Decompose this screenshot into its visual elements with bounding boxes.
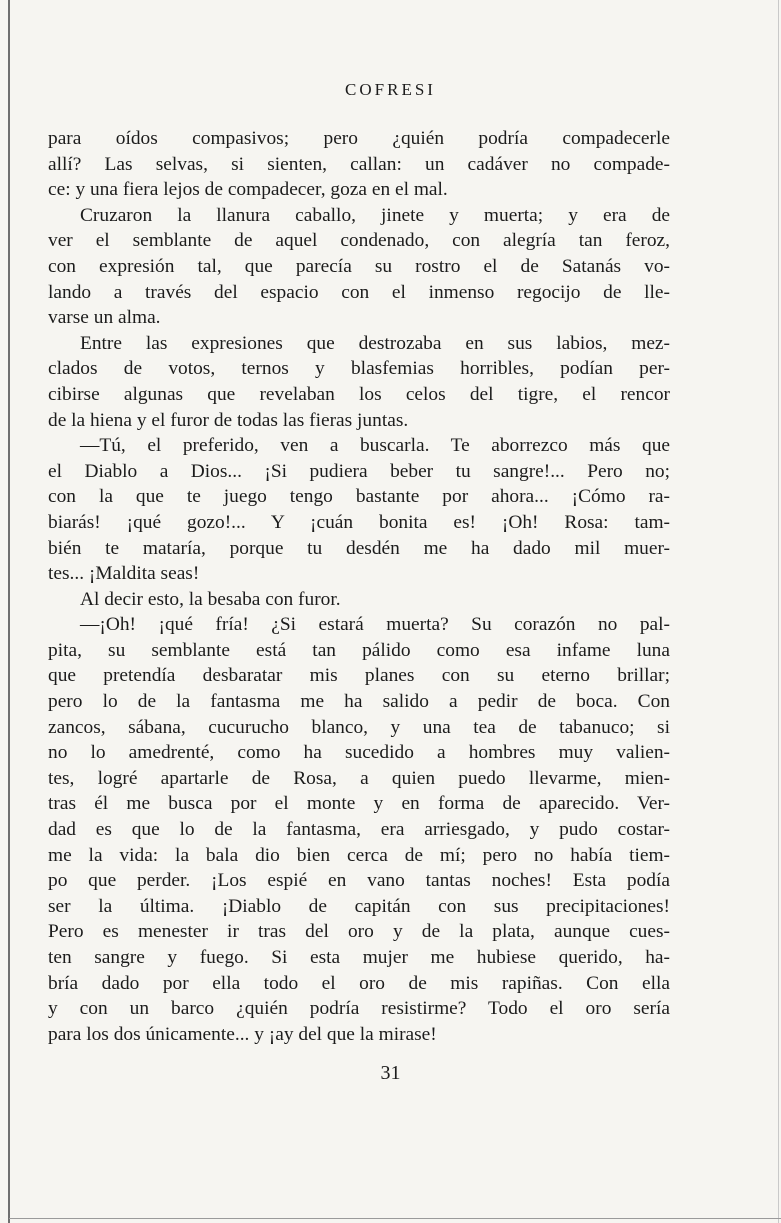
text-line: para oídos compasivos; pero ¿quién podría compadecerle	[48, 128, 670, 149]
text-line: pita, su semblante está tan pálido como esa infame luna	[48, 639, 670, 661]
text-line: po que perder. ¡Los espié en vano tantas noches! Esta podía	[48, 870, 670, 892]
text-line: —¡Oh! ¡qué fría! ¿Si estará muerta? Su corazón no pal-	[80, 614, 670, 636]
text-line: ten sangre y fuego. Si esta mujer me hubiese querido, ha-	[48, 947, 670, 968]
text-line: cibirse algunas que revelaban los celos del tigre, el rencor	[48, 383, 670, 405]
text-line: —Tú, el preferido, ven a buscarla. Te aborrezco más que	[80, 435, 670, 457]
text-line: zancos, sábana, cucurucho blanco, y una tea de tabanuco; si	[48, 716, 670, 738]
text-line: de la hiena y el furor de todas las fieras juntas.	[48, 409, 409, 431]
text-line: dad es que lo de la fantasma, era arriesgado, y pudo costar-	[48, 819, 670, 841]
text-line: y con un barco ¿quién podría resistirme? Todo el oro sería	[48, 998, 670, 1020]
body-text	[48, 126, 670, 1047]
text-line: clados de votos, ternos y blasfemias horribles, podían per-	[48, 358, 670, 380]
text-line: que pretendía desbaratar mis planes con su eterno brillar;	[48, 665, 670, 687]
text-line: bién te mataría, porque tu desdén me ha dado mil muer-	[48, 537, 670, 559]
text-line: bría dado por ella todo el oro de mis rapiñas. Con ella	[48, 972, 670, 994]
text-line: ser la última. ¡Diablo de capitán con sus precipitaciones!	[48, 895, 670, 917]
running-header: COFRESI	[345, 80, 436, 99]
text-line: el Diablo a Dios... ¡Si pudiera beber tu sangre!... Pero no;	[48, 460, 670, 482]
text-line: con expresión tal, que parecía su rostro el de Satanás vo-	[48, 255, 670, 277]
page-left-edge	[8, 0, 10, 1223]
page-bottom-edge	[9, 1218, 781, 1219]
text-line: tes, logré apartarle de Rosa, a quien puedo llevarme, mien-	[48, 767, 670, 789]
text-line: Cruzaron la llanura caballo, jinete y muerta; y era de	[80, 204, 670, 226]
page-right-edge	[778, 0, 779, 1223]
text-line: allí? Las selvas, si sienten, callan: un cadáver no compade-	[48, 153, 670, 175]
text-line: para los dos únicamente... y ¡ay del que la mirase!	[48, 1023, 437, 1045]
text-line: lando a través del espacio con el inmenso regocijo de lle-	[48, 281, 670, 303]
text-line: Entre las expresiones que destrozaba en sus labios, mez-	[80, 332, 670, 354]
text-line: Pero es menester ir tras del oro y de la plata, aunque cues-	[48, 921, 670, 943]
text-line: ce: y una fiera lejos de compadecer, goza en el mal.	[48, 179, 448, 201]
text-line: pero lo de la fantasma me ha salido a pedir de boca. Con	[48, 691, 670, 713]
text-line: Al decir esto, la besaba con furor.	[80, 588, 341, 610]
text-line: me la vida: la bala dio bien cerca de mí; pero no había tiem-	[48, 844, 670, 866]
text-line: biarás! ¡qué gozo!... Y ¡cuán bonita es! ¡Oh! Rosa: tam-	[48, 511, 670, 533]
text-line: con la que te juego tengo bastante por ahora... ¡Cómo ra-	[48, 486, 670, 508]
text-line: ver el semblante de aquel condenado, con alegría tan feroz,	[48, 230, 670, 252]
page-number: 31	[380, 1062, 401, 1084]
text-line: varse un alma.	[48, 307, 161, 329]
text-line: tras él me busca por el monte y en forma de aparecido. Ver-	[48, 793, 670, 815]
text-line: tes... ¡Maldita seas!	[48, 563, 200, 585]
text-line: no lo amedrenté, como ha sucedido a hombres muy valien-	[48, 742, 670, 764]
